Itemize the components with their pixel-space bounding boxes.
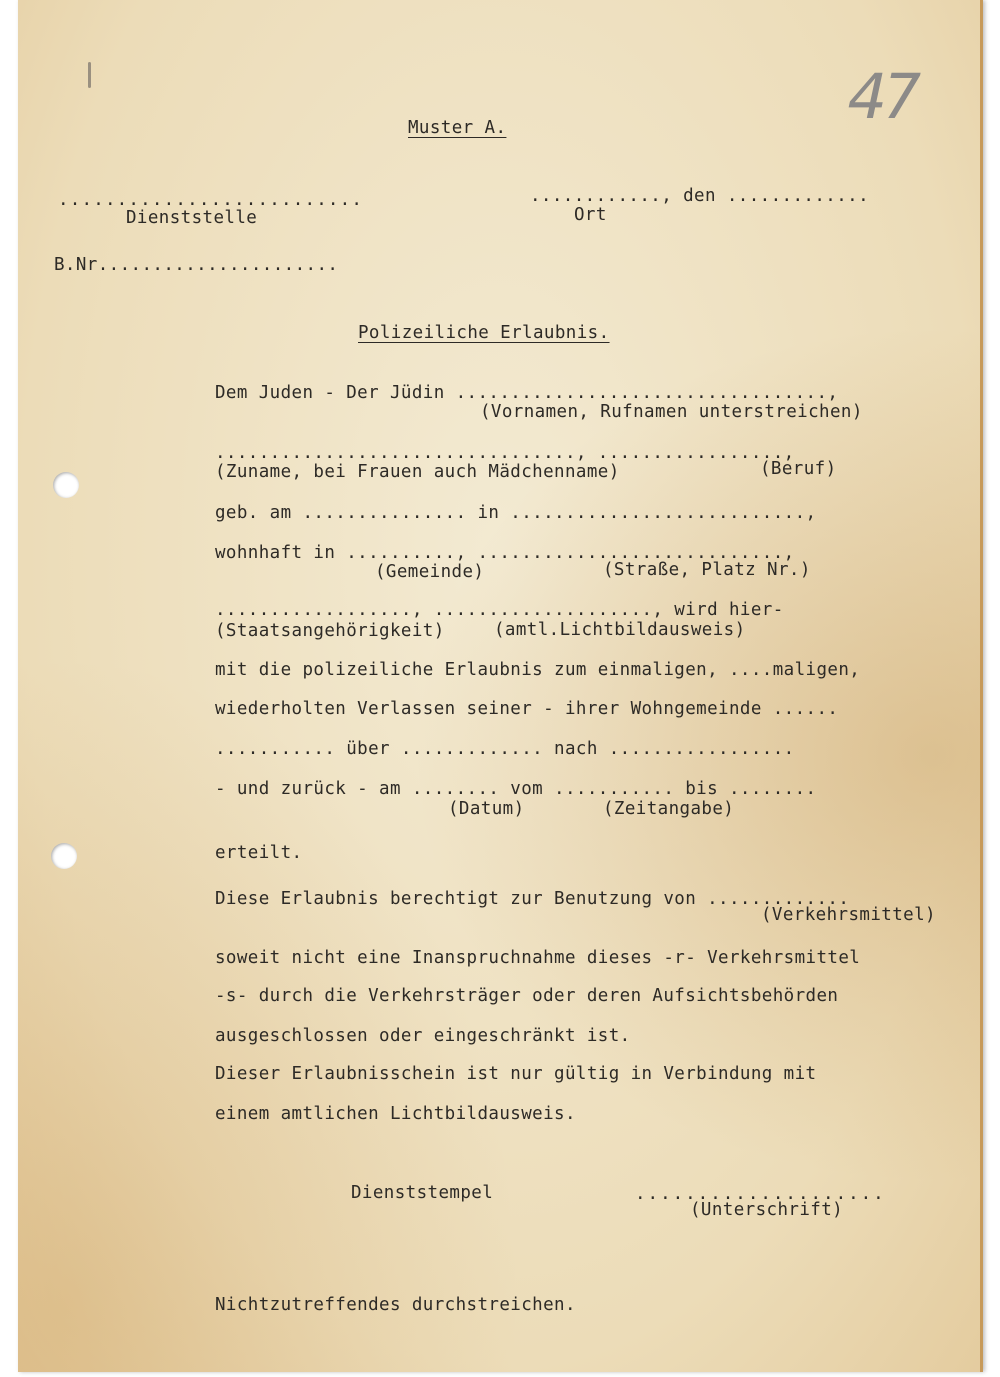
line-residence-sub-a: (Gemeinde)	[375, 562, 485, 582]
line-validity-1: Dieser Erlaubnisschein ist nur gültig in Verbindung mit	[215, 1064, 817, 1084]
form-heading: Polizeiliche Erlaubnis.	[358, 323, 610, 343]
line-profession-sub: (Beruf)	[760, 459, 837, 479]
line-return-sub-a: (Datum)	[448, 799, 525, 819]
line-restriction-3: ausgeschlossen oder eingeschränkt ist.	[215, 1026, 631, 1046]
ort-date-line: ............, den .............	[530, 186, 870, 206]
dienststempel-label: Dienststempel	[351, 1183, 494, 1203]
punch-hole-bottom	[51, 843, 77, 869]
line-route: ........... über ............. nach .................	[215, 739, 795, 759]
document-page	[18, 0, 983, 1372]
line-permission: mit die polizeiliche Erlaubnis zum einmaligen, ....maligen,	[215, 660, 861, 680]
line-return-sub-b: (Zeitangabe)	[603, 799, 735, 819]
page-number: 47	[840, 60, 923, 133]
footnote: Nichtzutreffendes durchstreichen.	[215, 1295, 576, 1315]
line-name: Dem Juden - Der Jüdin ..................................,	[215, 383, 839, 403]
bnr-line: B.Nr......................	[54, 255, 339, 275]
form-title: Muster A.	[408, 118, 507, 138]
line-validity-2: einem amtlichen Lichtbildausweis.	[215, 1104, 576, 1124]
line-transport: Diese Erlaubnis berechtigt zur Benutzung von .............	[215, 889, 850, 909]
dienststelle-dots: ..........................	[58, 190, 364, 210]
signature-line: ....................	[635, 1184, 886, 1204]
line-leaving: wiederholten Verlassen seiner - ihrer Wohngemeinde ......	[215, 699, 839, 719]
line-citizenship-sub-a: (Staatsangehörigkeit)	[215, 621, 445, 641]
line-birth: geb. am ............... in ...........................,	[215, 503, 817, 523]
line-return: - und zurück - am ........ vom ........... bis ........	[215, 779, 817, 799]
punch-hole-top	[53, 472, 79, 498]
dienststelle-label: Dienststelle	[126, 208, 258, 228]
line-surname: ................................., .................,	[215, 443, 795, 463]
line-restriction-2: -s- durch die Verkehrsträger oder deren Aufsichtsbehörden	[215, 986, 839, 1006]
line-transport-sub: (Verkehrsmittel)	[761, 905, 936, 925]
line-residence-sub-b: (Straße, Platz Nr.)	[603, 560, 811, 580]
ort-label: Ort	[574, 205, 607, 225]
line-citizenship-sub-b: (amtl.Lichtbildausweis)	[494, 620, 746, 640]
line-citizenship: .................., ...................., wird hier-	[215, 600, 784, 620]
line-restriction-1: soweit nicht eine Inanspruchnahme dieses -r- Verkehrsmittel	[215, 948, 861, 968]
staple-mark	[88, 62, 91, 88]
line-surname-sub: (Zuname, bei Frauen auch Mädchenname)	[215, 462, 620, 482]
signature-label: (Unterschrift)	[690, 1200, 844, 1220]
line-granted: erteilt.	[215, 843, 303, 863]
line-name-sub: (Vornamen, Rufnamen unterstreichen)	[480, 402, 863, 422]
line-residence: wohnhaft in .........., ............................,	[215, 543, 795, 563]
